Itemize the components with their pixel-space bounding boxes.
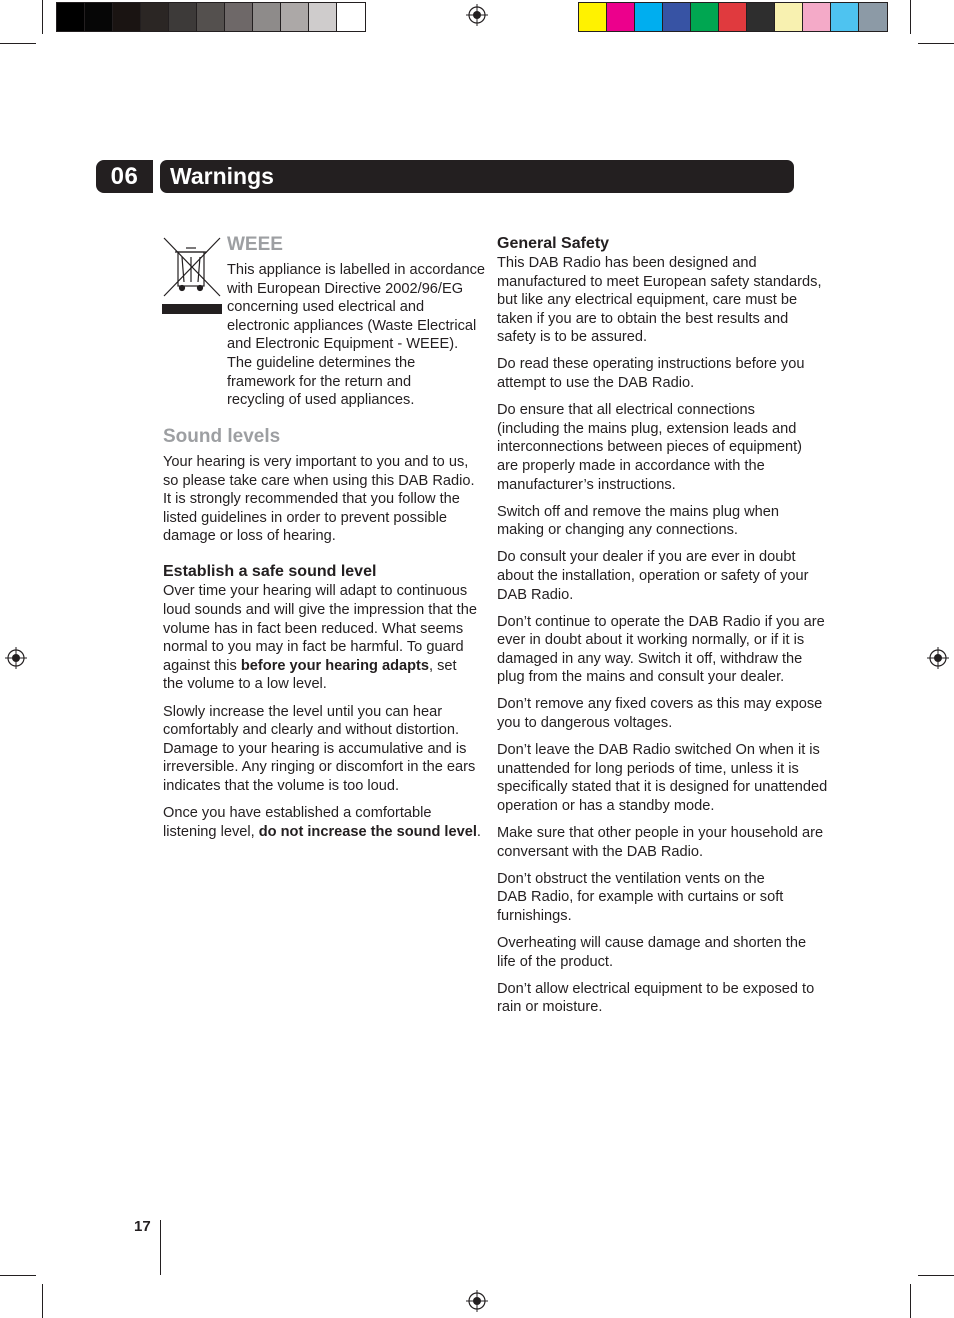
text-line: and Electronic Equipment - WEEE). — [227, 336, 459, 353]
sound-levels-heading: Sound levels — [163, 426, 281, 447]
text-line: manufactured to meet European safety standards, — [497, 273, 822, 290]
safety-paragraph — [497, 695, 842, 732]
color-swatch — [85, 3, 113, 31]
text-run: against this — [163, 657, 241, 674]
safe-level-paragraph-1 — [163, 582, 493, 694]
emphasis-text: do not increase the sound level — [258, 823, 477, 840]
text-line: The guideline determines the — [227, 354, 416, 371]
text-line: It is strongly recommended that you follow the — [163, 491, 460, 508]
text-line: Do ensure that all electrical connections — [497, 402, 755, 419]
text-line: Don’t obstruct the ventilation vents on the — [497, 870, 765, 887]
text-line: attempt to use the DAB Radio. — [497, 375, 695, 392]
registration-mark-icon — [466, 1290, 488, 1312]
text-line: taken if you are to obtain the best results and — [497, 310, 789, 327]
color-swatch-bar — [578, 2, 888, 32]
color-swatch — [337, 3, 365, 31]
color-swatch — [719, 3, 747, 31]
text-line: about the installation, operation or safety of your — [497, 567, 809, 584]
text-line: concerning used electrical and — [227, 299, 425, 316]
text-line: Your hearing is very important to you and to us, — [163, 454, 469, 470]
chapter-number: 06 — [96, 160, 153, 193]
color-swatch — [197, 3, 225, 31]
text-line: Do consult your dealer if you are ever in doubt — [497, 549, 796, 566]
color-swatch — [225, 3, 253, 31]
text-line: damage or loss of hearing. — [163, 528, 336, 545]
text-line: unattended for long periods of time, unless it is — [497, 760, 799, 777]
general-safety-heading: General Safety — [497, 235, 610, 252]
color-swatch — [831, 3, 859, 31]
page-rule — [160, 1220, 161, 1275]
chapter-title: Warnings — [160, 160, 794, 193]
text-line: damaged in any way. Switch it off, withdraw the — [497, 650, 803, 667]
weee-section — [227, 233, 489, 410]
text-line — [163, 657, 493, 676]
safety-paragraph — [497, 980, 842, 1017]
text-run: , set — [429, 657, 457, 674]
color-swatch — [281, 3, 309, 31]
text-line: Do read these operating instructions before you — [497, 356, 805, 373]
text-line: with European Directive 2002/96/EG — [227, 280, 464, 297]
text-line: (including the mains plug, extension leads and — [497, 420, 797, 437]
text-line: interconnections between pieces of equipment) — [497, 439, 803, 456]
text-line: plug from the mains and consult your dealer. — [497, 669, 785, 686]
text-line: making or changing any connections. — [497, 522, 738, 539]
crop-mark — [0, 1275, 36, 1276]
weee-body — [227, 261, 489, 410]
weee-heading: WEEE — [227, 234, 283, 255]
general-safety-body — [497, 254, 842, 1017]
text-line: Don’t continue to operate the DAB Radio if you are — [497, 613, 825, 630]
text-line: comfortably and clearly and without distortion. — [163, 722, 460, 739]
text-line: Don’t remove any fixed covers as this may expose — [497, 696, 823, 713]
text-line: Slowly increase the level until you can hear — [163, 703, 443, 720]
text-line: manufacturer’s instructions. — [497, 476, 676, 493]
safety-paragraph — [497, 613, 842, 687]
crop-mark — [918, 43, 954, 44]
text-line: indicates that the volume is too loud. — [163, 777, 400, 794]
text-line: loud sounds and will give the impression that the — [163, 602, 477, 619]
safety-paragraph — [497, 401, 842, 494]
safe-level-paragraph-2 — [163, 703, 493, 796]
text-run: . — [476, 823, 481, 840]
text-line: so please take care when using this DAB Radio. — [163, 472, 475, 489]
color-swatch — [859, 3, 887, 31]
text-line: Overheating will cause damage and shorten the — [497, 935, 807, 951]
page-number: 17 — [134, 1218, 151, 1235]
safety-paragraph — [497, 254, 842, 347]
text-line: ever in doubt about it working normally, or if it is — [497, 632, 805, 649]
text-line: furnishings. — [497, 907, 572, 924]
crossed-out-wheelie-bin-icon — [162, 236, 222, 316]
text-line: Don’t leave the DAB Radio switched On when it is — [497, 742, 820, 759]
safety-paragraph — [497, 824, 842, 861]
right-column — [497, 234, 842, 1025]
text-line: This appliance is labelled in accordance — [227, 262, 485, 278]
text-line: Once you have established a comfortable — [163, 805, 432, 821]
text-line: recycling of used appliances. — [227, 392, 415, 409]
text-line: DAB Radio. — [497, 586, 574, 603]
color-swatch — [309, 3, 337, 31]
color-swatch — [169, 3, 197, 31]
crop-mark — [918, 1275, 954, 1276]
grayscale-swatch-bar — [56, 2, 366, 32]
text-line: This DAB Radio has been designed and — [497, 255, 757, 271]
color-swatch — [663, 3, 691, 31]
text-line: DAB Radio, for example with curtains or soft — [497, 889, 784, 906]
color-swatch — [775, 3, 803, 31]
safety-paragraph — [497, 870, 842, 926]
text-line: safety is to be assured. — [497, 329, 648, 346]
color-swatch — [141, 3, 169, 31]
text-line: volume has in fact been reduced. What seems — [163, 620, 464, 637]
text-line: normal to you may in fact be harmful. To guard — [163, 639, 464, 656]
color-swatch — [579, 3, 607, 31]
left-column — [163, 425, 493, 850]
text-line: specifically stated that it is designed for unattended — [497, 779, 828, 796]
crop-mark — [42, 1284, 43, 1318]
text-line: Don’t allow electrical equipment to be exposed to — [497, 980, 815, 997]
safety-paragraph — [497, 503, 842, 540]
color-swatch — [803, 3, 831, 31]
text-line: listed guidelines in order to prevent possible — [163, 509, 447, 526]
crop-mark — [910, 0, 911, 34]
text-line: Switch off and remove the mains plug when — [497, 503, 780, 520]
text-run: listening level, — [163, 823, 259, 840]
text-line: you to dangerous voltages. — [497, 715, 673, 732]
safety-paragraph — [497, 741, 842, 815]
safe-level-paragraph-3 — [163, 804, 493, 841]
crop-mark — [0, 43, 36, 44]
text-line: the volume to a low level. — [163, 676, 327, 693]
safe-sound-level-heading: Establish a safe sound level — [163, 563, 377, 581]
safety-paragraph — [497, 355, 842, 392]
text-line: life of the product. — [497, 953, 614, 970]
registration-mark-icon — [466, 4, 488, 26]
text-line: are properly made in accordance with the — [497, 457, 765, 474]
text-line: framework for the return and — [227, 373, 412, 390]
color-swatch — [113, 3, 141, 31]
text-line: Make sure that other people in your household are — [497, 825, 824, 842]
crop-mark — [42, 0, 43, 34]
registration-mark-icon — [927, 647, 949, 669]
color-swatch — [747, 3, 775, 31]
safety-paragraph — [497, 934, 842, 971]
text-line: conversant with the DAB Radio. — [497, 843, 704, 860]
color-swatch — [607, 3, 635, 31]
text-line: electronic appliances (Waste Electrical — [227, 317, 477, 334]
color-swatch — [253, 3, 281, 31]
text-line: but like any electrical equipment, care must be — [497, 292, 798, 309]
registration-mark-icon — [5, 647, 27, 669]
emphasis-text: before your hearing adapts — [240, 657, 430, 674]
text-line: rain or moisture. — [497, 999, 603, 1016]
sound-levels-paragraph — [163, 453, 493, 546]
color-swatch — [635, 3, 663, 31]
text-line: operation or has a standby mode. — [497, 797, 715, 814]
color-swatch — [691, 3, 719, 31]
text-line: Over time your hearing will adapt to continuous — [163, 583, 468, 600]
color-swatch — [57, 3, 85, 31]
safety-paragraph — [497, 548, 842, 604]
text-line: irreversible. Any ringing or discomfort in the ears — [163, 759, 476, 776]
text-line: Damage to your hearing is accumulative and is — [163, 740, 467, 757]
crop-mark — [910, 1284, 911, 1318]
text-line — [163, 823, 493, 842]
